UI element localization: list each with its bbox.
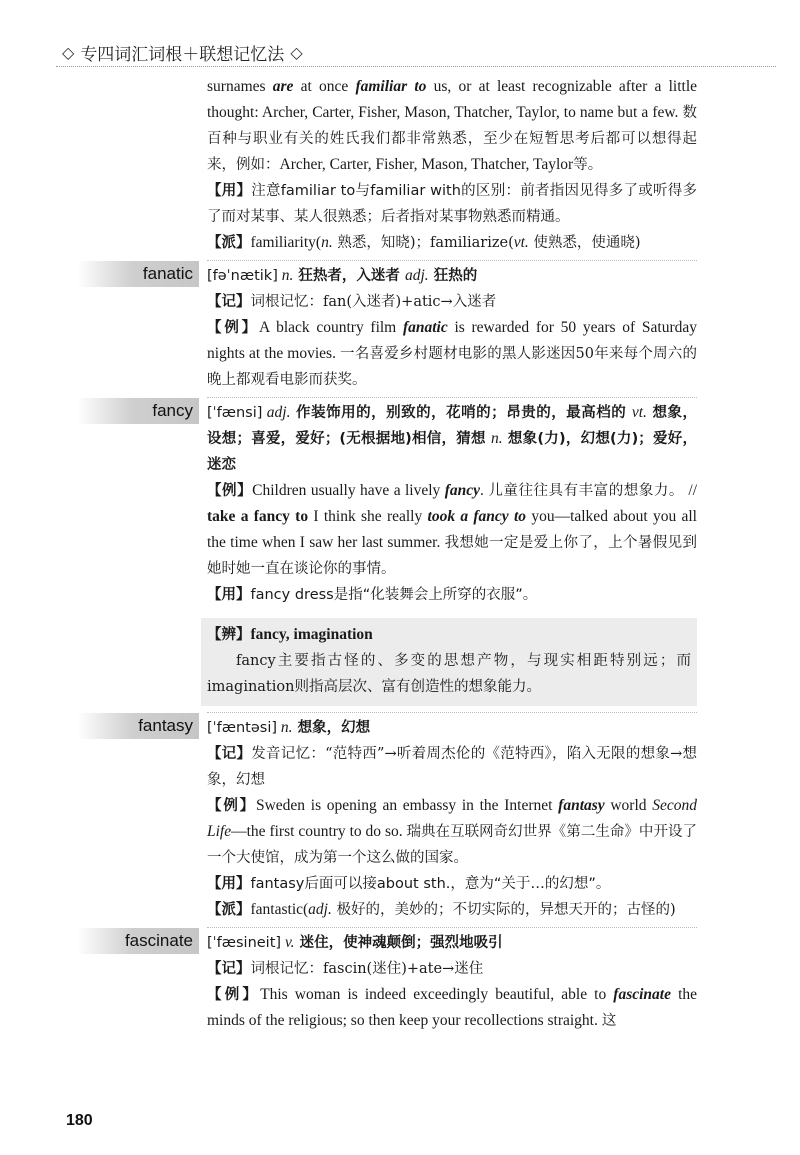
definition-line: [ˈfæntəsi] n. 想象，幻想	[207, 719, 371, 736]
headword-fancy: fancy	[77, 398, 199, 424]
diamond-ornament-icon: ◇	[62, 42, 75, 62]
entry-fascinate	[124, 927, 697, 1034]
entry-fancy	[152, 397, 698, 706]
header-rule	[56, 66, 776, 67]
page-content	[124, 74, 698, 1034]
definition-line: [ˈfæsineit] v. 迷住，使神魂颠倒；强烈地吸引	[207, 934, 503, 951]
definition-line: [ˈfænsi] adj. 作装饰用的，别致的，花哨的；昂贵的，最高档的 vt. 想象，设想；喜爱，爱好；(无根据地)相信，猜想 n. 想象(力)，幻想(力)；爱好，迷恋	[207, 404, 697, 473]
usage-note: 【用】fancy dress是指“化装舞会上所穿的衣服”。	[207, 587, 538, 603]
definition-line: [fəˈnætik] n. 狂热者，入迷者 adj. 狂热的	[207, 267, 478, 284]
entry-fantasy	[138, 712, 698, 923]
headword-fascinate: fascinate	[77, 928, 199, 954]
distinction-box	[201, 618, 697, 706]
running-header	[56, 40, 309, 64]
diamond-ornament-icon: ◇	[290, 42, 303, 62]
usage-note: 【用】fantasy后面可以接about sth.，意为“关于…的幻想”。	[207, 876, 611, 892]
intro-derivative: 【派】familiarity(n. 熟悉，知晓)；familiarize(vt. 使熟悉，使通晓)	[207, 234, 641, 251]
derivative-note: 【派】fantastic(adj. 极好的，美妙的；不切实际的，异想天开的；古怪的)	[207, 901, 676, 918]
example-sentence: 【例】A black country film fanatic is rewarded for 50 years of Saturday nights at the movies. 一名喜爱乡村题材电影的黑人影迷因50年来每个周六的晚上都观看电影而获奖。	[207, 319, 698, 388]
page-number: 180	[66, 1112, 93, 1129]
memory-note: 【记】发音记忆：“范特西”→听着周杰伦的《范特西》，陷入无限的想象→想象，幻想	[207, 746, 698, 788]
intro-example: surnames are at once familiar to us, or at least recognizable after a little thought: Archer, Carter, Fisher, Mason, Thatcher, Taylor, to name but a few. 数百种与职业有关的姓氏我们都非常熟悉，至少在短暂思考后都可以想得起来，例如：Archer, Carter, Fisher, Mason, Thatcher, Taylor等。	[207, 78, 698, 173]
distinction-text: fancy主要指古怪的、多变的思想产物，与现实相距特别远；而imagination则指高层次、富有创造性的想象能力。	[207, 653, 691, 695]
headword-fanatic: fanatic	[77, 261, 199, 287]
entry-fanatic	[142, 260, 698, 393]
example-sentence: 【例】This woman is indeed exceedingly beautiful, able to fascinate the minds of the religious; so then keep your recollections straight. 这	[207, 986, 697, 1029]
example-sentence: 【例】Sweden is opening an embassy in the Internet fantasy world Second Life—the first country to do so. 瑞典在互联网奇幻世界《第二生命》中开设了一个大使馆，成为第一个这么做的国家。	[207, 797, 697, 866]
intro-usage: 【用】注意familiar to与familiar with的区别：前者指因见得多了或听得多了而对某事、某人很熟悉；后者指对某事物熟悉而精通。	[207, 183, 697, 225]
header-title: 专四词汇词根＋联想记忆法	[80, 44, 285, 65]
distinction-title: 【辨】fancy, imagination	[207, 626, 373, 643]
headword-fantasy: fantasy	[77, 713, 199, 739]
example-sentence: 【例】Children usually have a lively fancy. 儿童往往具有丰富的想象力。 // take a fancy to I think she really took a fancy to you—talked about you all the time when I saw her last summer. 我想她一定是爱上你了，上个暑假见到她时她一直在谈论你的事情。	[207, 482, 698, 577]
memory-note: 【记】词根记忆：fascin(迷住)+ate→迷住	[207, 961, 484, 977]
memory-note: 【记】词根记忆：fan(入迷者)+atic→入迷者	[207, 294, 497, 310]
